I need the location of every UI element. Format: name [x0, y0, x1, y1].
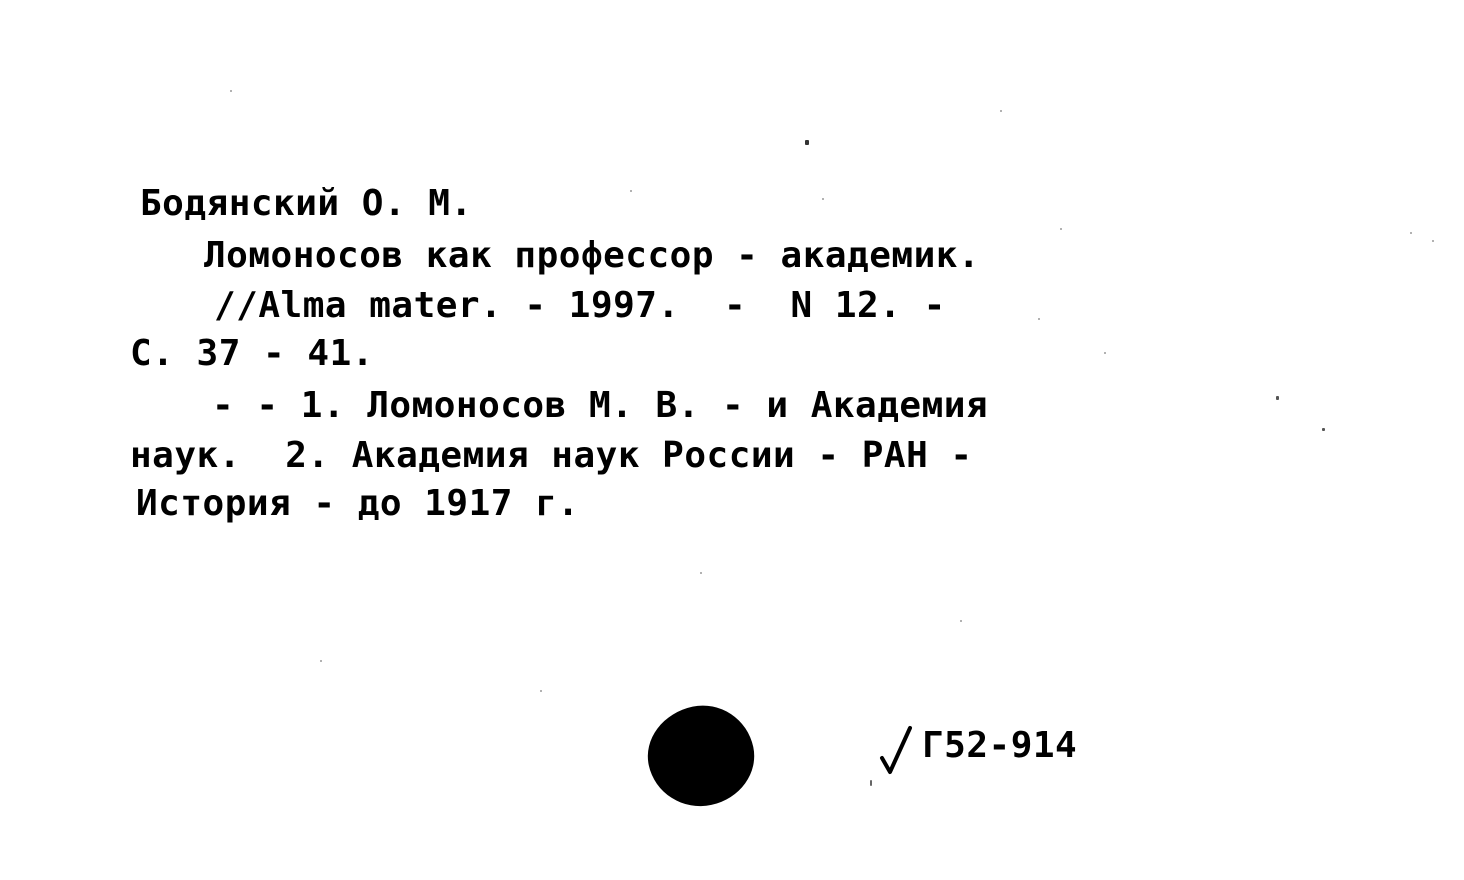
noise-speck [1104, 352, 1106, 354]
noise-speck [1432, 240, 1434, 242]
noise-speck [630, 190, 632, 192]
noise-speck [960, 620, 962, 622]
punch-hole [639, 696, 763, 816]
check-mark-icon [876, 720, 916, 780]
title-line: Ломоносов как профессор - академик. [204, 235, 981, 276]
noise-speck [1000, 110, 1002, 112]
noise-speck [1322, 428, 1325, 431]
noise-speck [1060, 228, 1062, 230]
author-line: Бодянский О. М. [140, 183, 473, 224]
noise-speck [1410, 232, 1412, 234]
subjects-line-2: наук. 2. Академия наук России - РАН - [130, 435, 973, 476]
pages-line: С. 37 - 41. [130, 333, 374, 374]
noise-speck [700, 572, 702, 574]
subjects-line-3: История - до 1917 г. [136, 483, 580, 524]
shelf-code: Г52-914 [922, 725, 1078, 766]
noise-speck [540, 690, 542, 692]
noise-speck [320, 660, 322, 662]
noise-speck [870, 780, 872, 786]
noise-speck [822, 198, 824, 200]
noise-speck [805, 140, 809, 145]
source-line: //Alma mater. - 1997. - N 12. - [214, 285, 946, 326]
noise-speck [230, 90, 232, 92]
subjects-line-1: - - 1. Ломоносов М. В. - и Академия [212, 385, 989, 426]
noise-speck [1276, 396, 1279, 400]
noise-speck [1038, 318, 1040, 320]
